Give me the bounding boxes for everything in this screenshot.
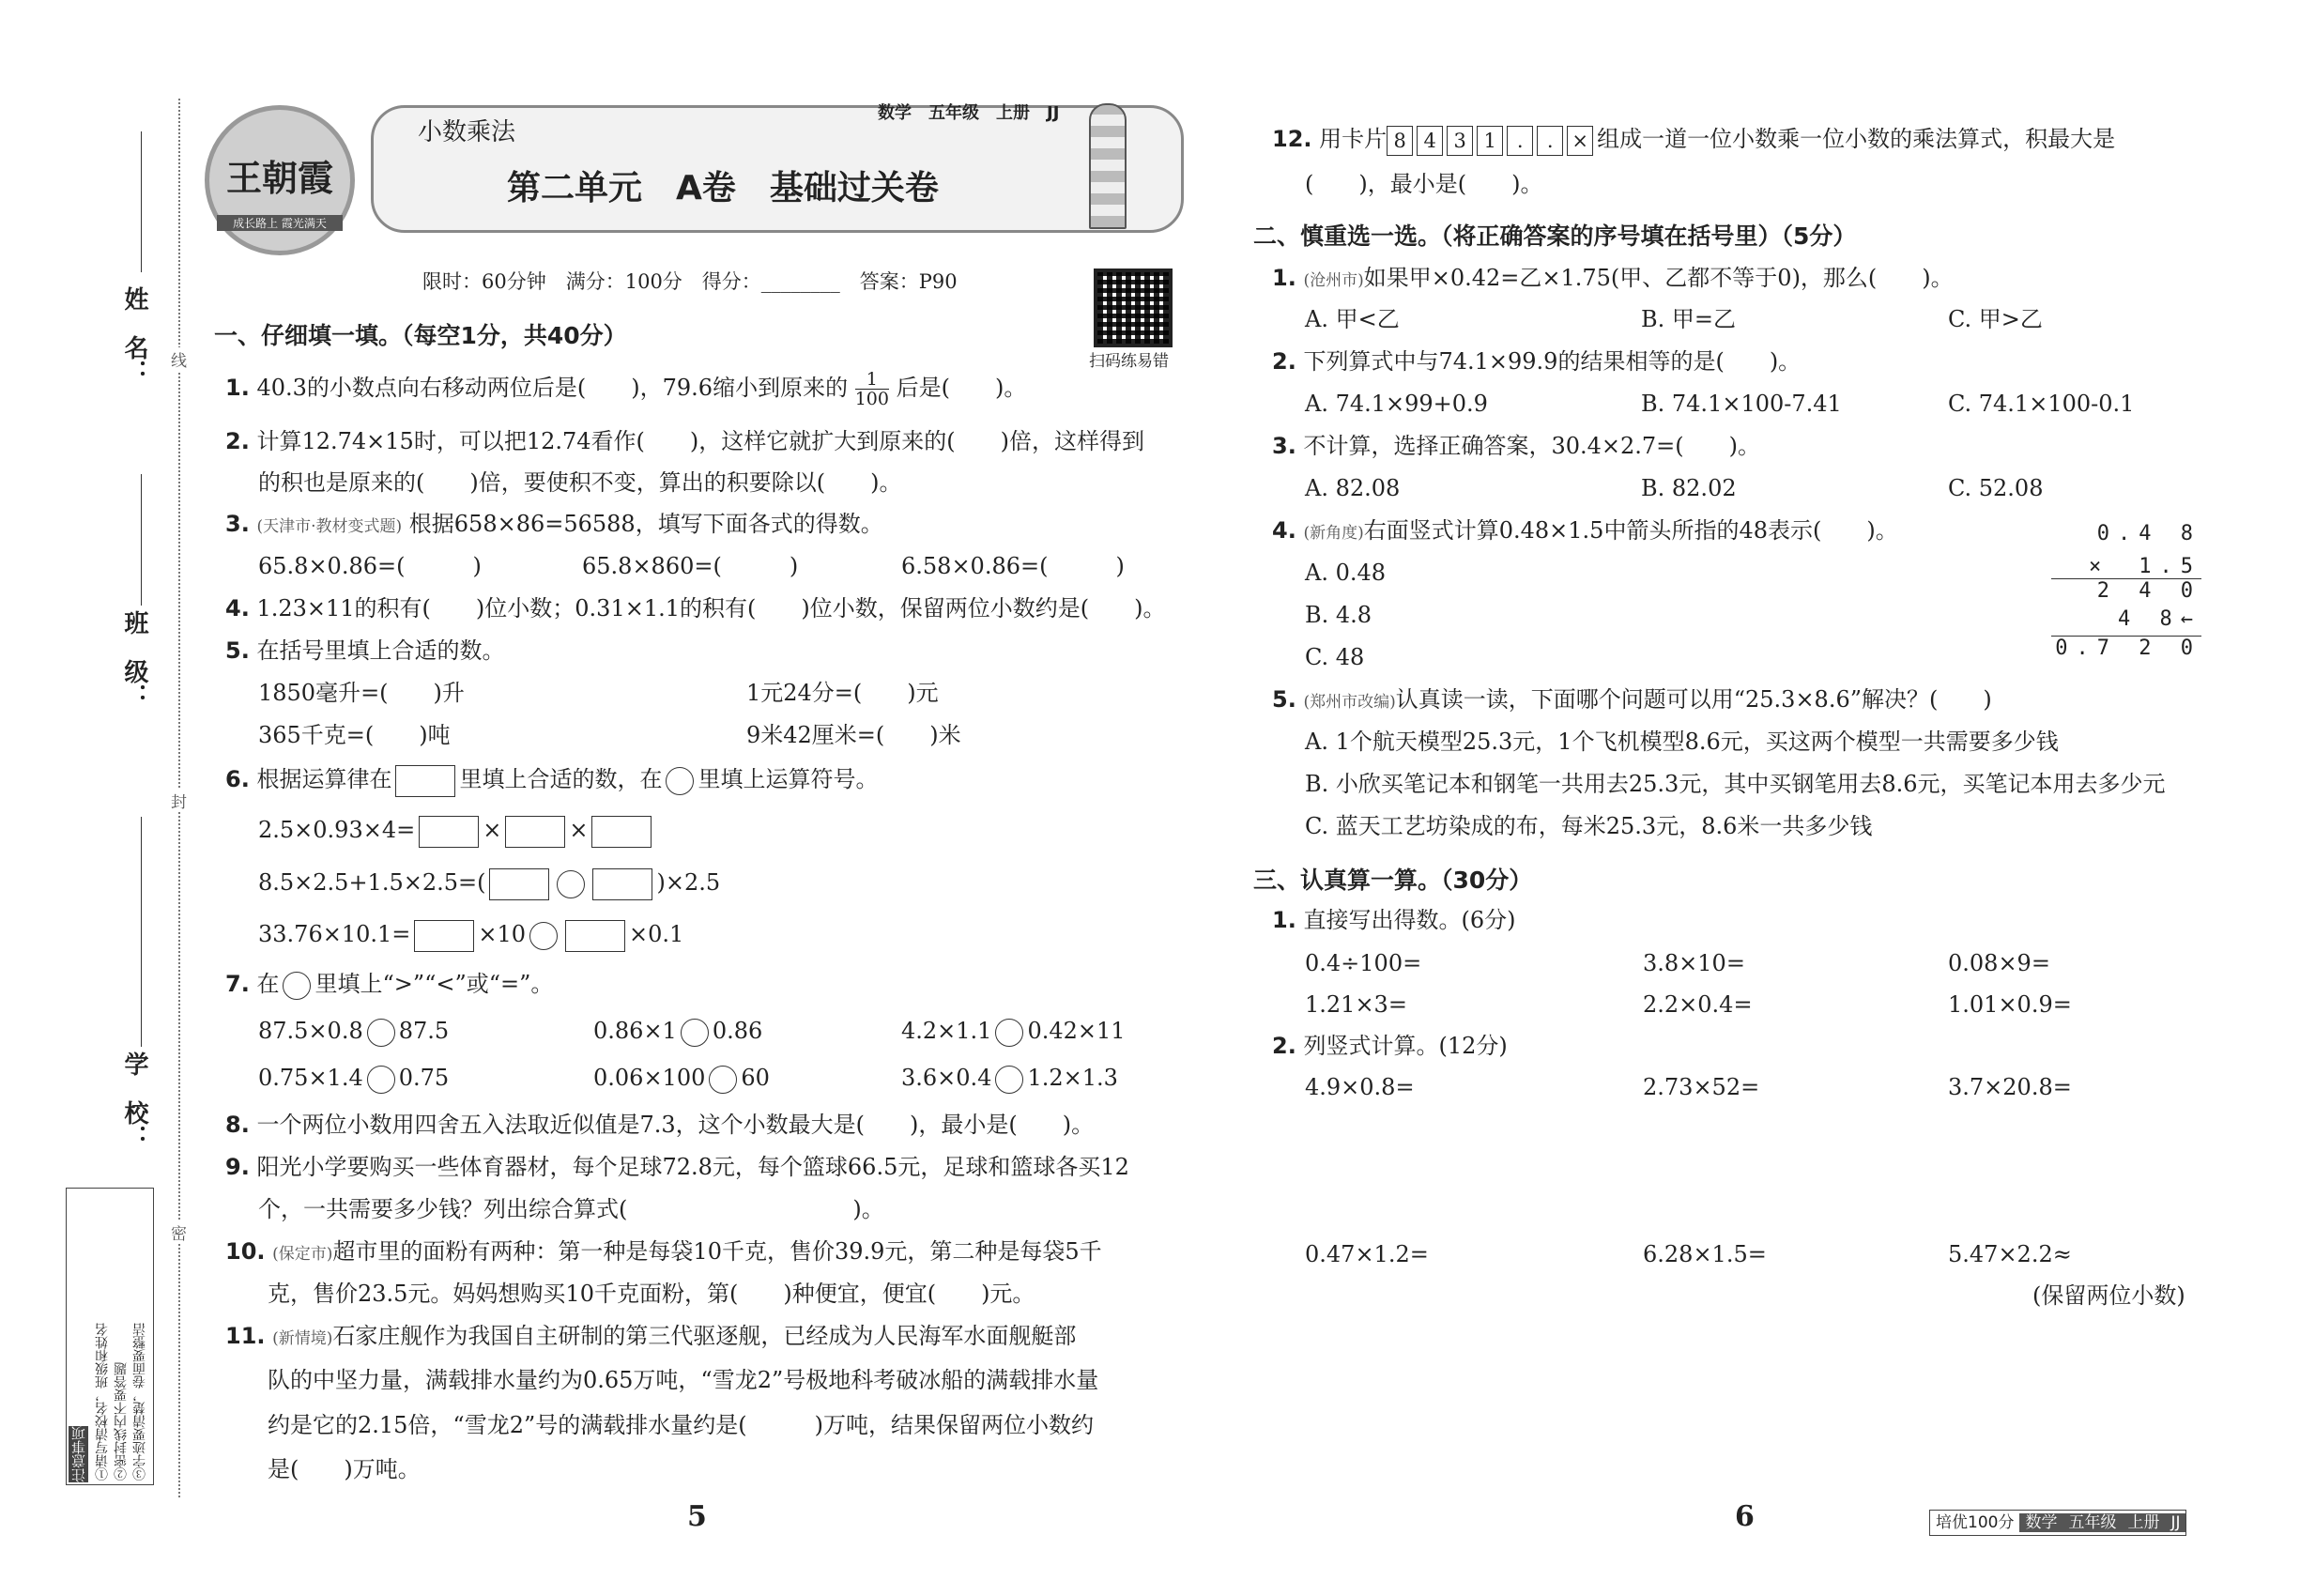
topic-label: 小数乘法 (418, 118, 516, 146)
option[interactable]: C. 48 (1305, 644, 1365, 670)
question-2 (225, 424, 1144, 458)
number-card: × (1567, 126, 1593, 156)
source-tag: (沧州市) (1303, 271, 1364, 290)
qr-code[interactable] (1094, 269, 1173, 347)
question-11 (225, 1319, 1076, 1356)
vertical-calc-item: 3.7×20.8= (1948, 1074, 2072, 1100)
question-number: 12. (1272, 126, 1312, 152)
mental-calc-item: 0.08×9= (1948, 950, 2050, 976)
series-volume: 上册 (2122, 1513, 2165, 1532)
answer-box[interactable] (505, 816, 565, 848)
answer-box[interactable] (489, 868, 549, 900)
brand-logo (205, 105, 355, 255)
question-text: 计算12.74×15时，可以把12.74看作( )，这样它就扩大到原来的( )倍，这样得到 (256, 428, 1144, 454)
answer-box[interactable] (419, 816, 479, 848)
mental-calc-item: 0.4÷100= (1305, 950, 1422, 976)
question-9 (225, 1150, 1129, 1184)
question-text: 根据658×86=56588，填写下面各式的得数。 (408, 511, 883, 537)
question-text: 里填上合适的数，在 (459, 766, 663, 792)
number-card: 1 (1477, 126, 1503, 156)
compare-circle[interactable] (367, 1019, 395, 1047)
question-text: 认真读一读，下面哪个问题可以用“25.3×8.6”解决？( ) (1395, 686, 1992, 713)
answer-box[interactable] (592, 868, 652, 900)
vertical-calc-item: 5.47×2.2≈ (1948, 1241, 2072, 1267)
compare-circle[interactable] (367, 1066, 395, 1094)
vertical-calc-item: 6.28×1.5= (1643, 1241, 1767, 1267)
series-edition: JJ (2165, 1513, 2185, 1532)
number-card: 4 (1417, 126, 1443, 156)
question-8 (225, 1108, 1094, 1142)
calc-row: 4 8← (2051, 607, 2201, 637)
expression: ×0.1 (629, 921, 684, 947)
answer-circle-sample (666, 767, 694, 795)
compare-circle[interactable] (995, 1066, 1023, 1094)
fraction-numerator: 1 (855, 370, 889, 390)
expression: 8.5×2.5+1.5×2.5=( (258, 869, 486, 896)
question-number: 5. (225, 637, 250, 664)
compare-circle[interactable] (681, 1019, 709, 1047)
q3-item: 65.8×0.86=( ) (258, 553, 482, 579)
option[interactable]: B. 甲=乙 (1641, 306, 1737, 332)
answer-circle-sample (283, 972, 311, 1000)
question-text: 在 (256, 971, 280, 997)
option[interactable]: A. 甲<乙 (1305, 306, 1400, 332)
question-7 (225, 967, 553, 1001)
q5-item: 365千克=( )吨 (258, 722, 451, 748)
option[interactable]: A. 82.08 (1305, 475, 1401, 501)
page-number-left: 5 (687, 1500, 707, 1533)
option[interactable]: B. 74.1×100-7.41 (1641, 391, 1842, 417)
question-text: 里填上“>”“<”或“=”。 (314, 971, 554, 997)
class-blank (141, 474, 142, 606)
question-text: 阳光小学要购买一些体育器材，每个足球72.8元，每个篮球66.5元，足球和篮球各买12 (256, 1154, 1129, 1180)
section-1-title: 一、仔细填一填。（每空1分，共40分） (214, 322, 627, 349)
cut-mark: 密 (171, 1220, 187, 1244)
q7-item: 0.06×100 60 (593, 1061, 770, 1095)
question-12-line-2: ( )，最小是( )。 (1305, 171, 1543, 197)
name-blank (141, 131, 142, 272)
number-card: 3 (1447, 126, 1473, 156)
question-number: 4. (1272, 517, 1296, 544)
question-text: 在括号里填上合适的数。 (256, 637, 505, 664)
question-10 (225, 1235, 1102, 1271)
question-number: 5. (1272, 686, 1296, 713)
source-tag: (新情境) (272, 1329, 333, 1348)
calc-question-2 (1272, 1029, 1508, 1063)
compare-circle[interactable] (995, 1019, 1023, 1047)
option[interactable]: B. 82.02 (1641, 475, 1737, 501)
option[interactable]: B. 小欣买笔记本和钢笔一共用去25.3元，其中买钢笔用去8.6元，买笔记本用去多少元 (1305, 771, 2166, 797)
number-card: 8 (1387, 126, 1413, 156)
answer-box[interactable] (591, 816, 652, 848)
question-10-line-2: 克，售价23.5元。妈妈想购买10千克面粉，第( )种便宜，便宜( )元。 (268, 1281, 1035, 1307)
answer-box[interactable] (565, 920, 625, 952)
question-number: 8. (225, 1112, 250, 1138)
question-3 (225, 507, 883, 544)
school-blank (141, 817, 142, 1047)
option[interactable]: C. 52.08 (1948, 475, 2044, 501)
answer-box-sample (395, 765, 455, 797)
choice-question-1 (1272, 261, 1954, 298)
section-3-title: 三、认真算一算。（30分） (1253, 867, 1533, 894)
question-text: 石家庄舰作为我国自主研制的第三代驱逐舰，已经成为人民海军水面舰艇部 (332, 1323, 1077, 1349)
q5-item: 1元24分=( )元 (746, 680, 939, 706)
cut-mark: 封 (171, 789, 187, 812)
source-tag: (保定市) (272, 1245, 333, 1264)
question-12 (1272, 122, 2115, 156)
calc-row: 0.7 2 0 (2055, 637, 2201, 660)
question-11-line-3: 约是它的2.15倍，“雪龙2”号的满载排水量约是( )万吨，结果保留两位小数约 (268, 1412, 1094, 1438)
question-text: 超市里的面粉有两种：第一种是每袋10千克，售价39.9元，第二种是每袋5千 (332, 1238, 1102, 1265)
option[interactable]: A. 74.1×99+0.9 (1305, 391, 1488, 417)
question-9-line-2: 个，一共需要多少钱？列出综合算式( )。 (258, 1196, 884, 1222)
mental-calc-item: 2.2×0.4= (1643, 991, 1753, 1018)
vertical-calc-item: 2.73×52= (1643, 1074, 1760, 1100)
question-text: 40.3的小数点向右移动两位后是( )，79.6缩小到原来的 (256, 375, 849, 401)
answer-circle[interactable] (557, 870, 585, 898)
question-text: 右面竖式计算0.48×1.5中箭头所指的48表示( )。 (1363, 517, 1898, 544)
question-number: 10. (225, 1238, 266, 1265)
question-text: 列竖式计算。(12分) (1303, 1033, 1508, 1059)
lighthouse-icon (1089, 103, 1127, 229)
expression: )×2.5 (656, 869, 721, 896)
section-2-title: 二、慎重选一选。（将正确答案的序号填在括号里）（5分） (1253, 223, 1857, 250)
question-text: 根据运算律在 (256, 766, 392, 792)
question-2-line-2: 的积也是原来的( )倍，要使积不变，算出的积要除以( )。 (258, 469, 902, 496)
calc-row: 2 4 0 (2096, 579, 2201, 603)
q6-row-2 (258, 866, 720, 900)
number-card: . (1537, 126, 1563, 156)
name-label: 姓 名： (120, 286, 148, 384)
mental-calc-item: 1.21×3= (1305, 991, 1407, 1018)
q7-item: 4.2×1.1 0.42×11 (901, 1014, 1126, 1048)
mental-calc-item: 1.01×0.9= (1948, 991, 2072, 1018)
question-number: 11. (225, 1323, 266, 1349)
question-number: 2. (1272, 1033, 1296, 1059)
calc-row: × 1.5 (2051, 550, 2201, 579)
page-title: 第二单元 A卷 基础过关卷 (507, 169, 939, 207)
exam-info: 限时：60分钟 满分：100分 得分：________ 答案：P90 (422, 270, 958, 293)
expression: 33.76×10.1= (258, 921, 411, 947)
q6-row-3 (258, 917, 683, 952)
school-label: 学 校： (120, 1051, 148, 1149)
question-number: 1. (225, 375, 250, 401)
choice-question-5 (1272, 683, 1992, 719)
vertical-calc-item: 0.47×1.2= (1305, 1241, 1429, 1267)
mental-calc-item: 3.8×10= (1643, 950, 1745, 976)
q7-item: 3.6×0.4 1.2×1.3 (901, 1061, 1118, 1095)
logo-sub: 成长路上 霞光满天 (217, 215, 343, 231)
source-tag: (天津市·教材变式题) (256, 517, 403, 536)
logo-text: 王朝霞 (225, 157, 333, 199)
choice-question-4 (1272, 514, 1898, 550)
answer-circle[interactable] (529, 922, 558, 950)
question-1 (225, 370, 1026, 408)
question-5 (225, 634, 504, 668)
cut-mark: 线 (171, 347, 187, 371)
expression: 2.5×0.93×4= (258, 817, 416, 843)
rounding-note: (保留两位小数) (2032, 1282, 2185, 1309)
choice-question-3 (1272, 429, 1760, 463)
q5-item: 1850毫升=( )升 (258, 680, 465, 706)
compare-circle[interactable] (709, 1066, 737, 1094)
question-text: 用卡片 (1319, 126, 1388, 152)
question-text: 不计算，选择正确答案，30.4×2.7=( )。 (1303, 433, 1761, 459)
calc-row: 0.4 8 (2096, 522, 2201, 545)
option[interactable]: A. 0.48 (1305, 560, 1387, 586)
question-number: 3. (225, 511, 250, 537)
q7-item: 0.86×1 0.86 (593, 1014, 762, 1048)
series-name: 培优100分 (1930, 1513, 2019, 1532)
fraction (855, 370, 889, 408)
question-4 (225, 591, 1165, 625)
source-tag: (郑州市改编) (1303, 693, 1396, 712)
option[interactable]: B. 4.8 (1305, 602, 1372, 628)
notice-item: ③字迹要清楚，卷面要整洁 (132, 1323, 147, 1481)
question-number: 1. (1272, 907, 1296, 933)
notice-item: ②密封线内不要答题 (114, 1362, 129, 1481)
source-tag: (新角度) (1303, 524, 1364, 543)
calc-question-1 (1272, 903, 1515, 937)
question-number: 1. (1272, 265, 1296, 291)
notice-title: 注意事项 (70, 1426, 87, 1482)
question-text: 后是( )。 (896, 375, 1027, 401)
question-text: 直接写出得数。(6分) (1303, 907, 1516, 933)
series-subject: 数学 (2019, 1513, 2062, 1532)
vertical-calculation (2051, 522, 2201, 665)
notice-item: ①请写清校名，班级和姓名 (95, 1323, 110, 1481)
q3-item: 65.8×860=( ) (582, 553, 799, 579)
option[interactable]: C. 74.1×100-0.1 (1948, 391, 2135, 417)
option[interactable]: C. 蓝天工艺坊染成的布，每米25.3元，8.6米一共多少钱 (1305, 813, 1873, 839)
question-6 (225, 762, 878, 797)
number-card: . (1507, 126, 1533, 156)
q3-item: 6.58×0.86=( ) (901, 553, 1125, 579)
question-text: 组成一道一位小数乘一位小数的乘法算式，积最大是 (1597, 126, 2116, 152)
question-text: 下列算式中与74.1×99.9的结果相等的是( )。 (1303, 348, 1802, 375)
question-number: 2. (225, 428, 250, 454)
vertical-calc-item: 4.9×0.8= (1305, 1074, 1415, 1100)
question-number: 7. (225, 971, 250, 997)
question-number: 9. (225, 1154, 250, 1180)
series-tag (1929, 1510, 2186, 1536)
question-text: 如果甲×0.42=乙×1.75(甲、乙都不等于0)，那么( )。 (1363, 265, 1954, 291)
operator: × (483, 817, 502, 843)
fraction-denominator: 100 (854, 389, 889, 409)
expression: ×10 (478, 921, 527, 947)
question-text: 1.23×11的积有( )位小数；0.31×1.1的积有( )位小数，保留两位小数约是( )。 (256, 595, 1166, 622)
qr-caption: 扫码练易错 (1089, 352, 1169, 371)
question-text: 一个两位小数用四舍五入法取近似值是7.3，这个小数最大是( )，最小是( )。 (256, 1112, 1095, 1138)
series-grade: 五年级 (2062, 1513, 2122, 1532)
question-number: 6. (225, 766, 250, 792)
notice-box (66, 1188, 154, 1485)
q7-item: 87.5×0.8 87.5 (258, 1014, 449, 1048)
operator: × (569, 817, 589, 843)
question-11-line-2: 队的中坚力量，满载排水量约为0.65万吨，“雪龙2”号极地科考破冰船的满载排水量 (268, 1367, 1099, 1393)
question-number: 2. (1272, 348, 1296, 375)
edition-meta: 数学 五年级 上册 JJ (878, 103, 1060, 123)
class-label: 班 级： (120, 610, 148, 708)
q5-item: 9米42厘米=( )米 (746, 722, 961, 748)
choice-question-2 (1272, 345, 1801, 378)
option[interactable]: C. 甲>乙 (1948, 306, 2043, 332)
question-text: 里填上运算符号。 (698, 766, 879, 792)
page-number-right: 6 (1735, 1500, 1755, 1533)
question-11-line-4: 是( )万吨。 (268, 1456, 421, 1482)
option[interactable]: A. 1个航天模型25.3元，1个飞机模型8.6元，买这两个模型一共需要多少钱 (1305, 729, 2059, 755)
answer-box[interactable] (414, 920, 474, 952)
question-number: 3. (1272, 433, 1296, 459)
question-number: 4. (225, 595, 250, 622)
q7-item: 0.75×1.4 0.75 (258, 1061, 449, 1095)
q6-row-1 (258, 813, 655, 848)
